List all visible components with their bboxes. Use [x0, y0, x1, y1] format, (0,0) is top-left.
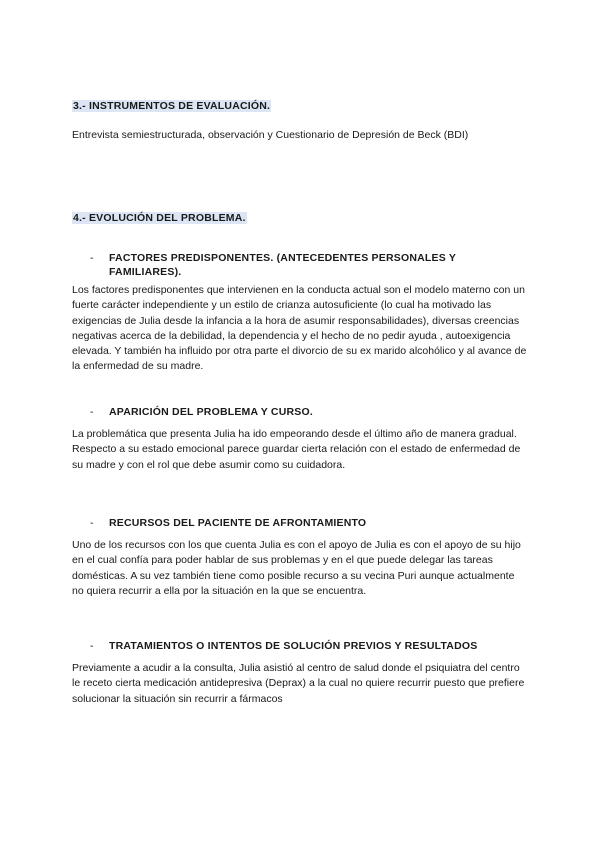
heading-evolucion — [72, 211, 247, 225]
bullet-tratamientos — [90, 640, 490, 654]
paragraph-recursos: Uno de los recursos con los que cuenta Julia es con el apoyo de Julia es con el apoyo de su hijo en el cual confía para poder hablar de sus problemas y en el que puede delegar las tareas domésticas. A su vez también tiene como posible recurso a su vecina Puri aunque actualmente no quiera recurrir a ella por la situación en la que se encuentra. — [72, 539, 521, 597]
bullet-dash: - — [90, 517, 94, 529]
paragraph-tratamientos: Previamente a acudir a la consulta, Julia asistió al centro de salud donde el psiquiatra del centro le receto cierta medicación antidepresiva (Deprax) a la cual no quiere recurrir puesto que prefiere solucionar la situación sin recurrir a fármacos — [72, 662, 525, 705]
bullet-dash: - — [90, 252, 94, 264]
heading-instrumentos — [72, 99, 271, 113]
bullet-recursos — [90, 517, 490, 531]
heading-evolucion-text: 4.- EVOLUCIÓN DEL PROBLEMA. — [73, 212, 246, 224]
heading-instrumentos-text: 3.- INSTRUMENTOS DE EVALUACIÓN. — [73, 100, 271, 112]
bullet-tratamientos-label: TRATAMIENTOS O INTENTOS DE SOLUCIÓN PREVIOS Y RESULTADOS — [109, 640, 478, 652]
bullet-dash: - — [90, 640, 94, 652]
paragraph-factores: Los factores predisponentes que intervienen en la conducta actual son el modelo materno con un fuerte carácter independiente y un estilo de crianza autosuficiente (lo cual ha motivado las exigencias de Julia desde la infancia a la hora de asumir responsabilidades), diversas creencias negativas acerca de la debilidad, la dependencia y el hecho de no pedir ayuda , autoexigencia elevada. Y también ha influido por otra parte el divorcio de su ex marido alcohólico y al avance de la enfermedad de su madre. — [72, 284, 527, 373]
bullet-recursos-label: RECURSOS DEL PACIENTE DE AFRONTAMIENTO — [109, 517, 367, 529]
bullet-factores — [90, 252, 490, 279]
bullet-dash: - — [90, 406, 94, 418]
bullet-aparicion — [90, 406, 490, 420]
bullet-factores-label: FACTORES PREDISPONENTES. (ANTECEDENTES PERSONALES Y FAMILIARES). — [109, 252, 456, 278]
bullet-aparicion-label: APARICIÓN DEL PROBLEMA Y CURSO. — [109, 406, 313, 418]
paragraph-aparicion: La problemática que presenta Julia ha ido empeorando desde el último año de manera gradual. Respecto a su estado emocional parece guardar cierta relación con el estado de enfermedad de su madre y con el rol que debe asumir como su cuidadora. — [72, 428, 521, 471]
paragraph-instrumentos: Entrevista semiestructurada, observación y Cuestionario de Depresión de Beck (BDI) — [72, 129, 469, 141]
